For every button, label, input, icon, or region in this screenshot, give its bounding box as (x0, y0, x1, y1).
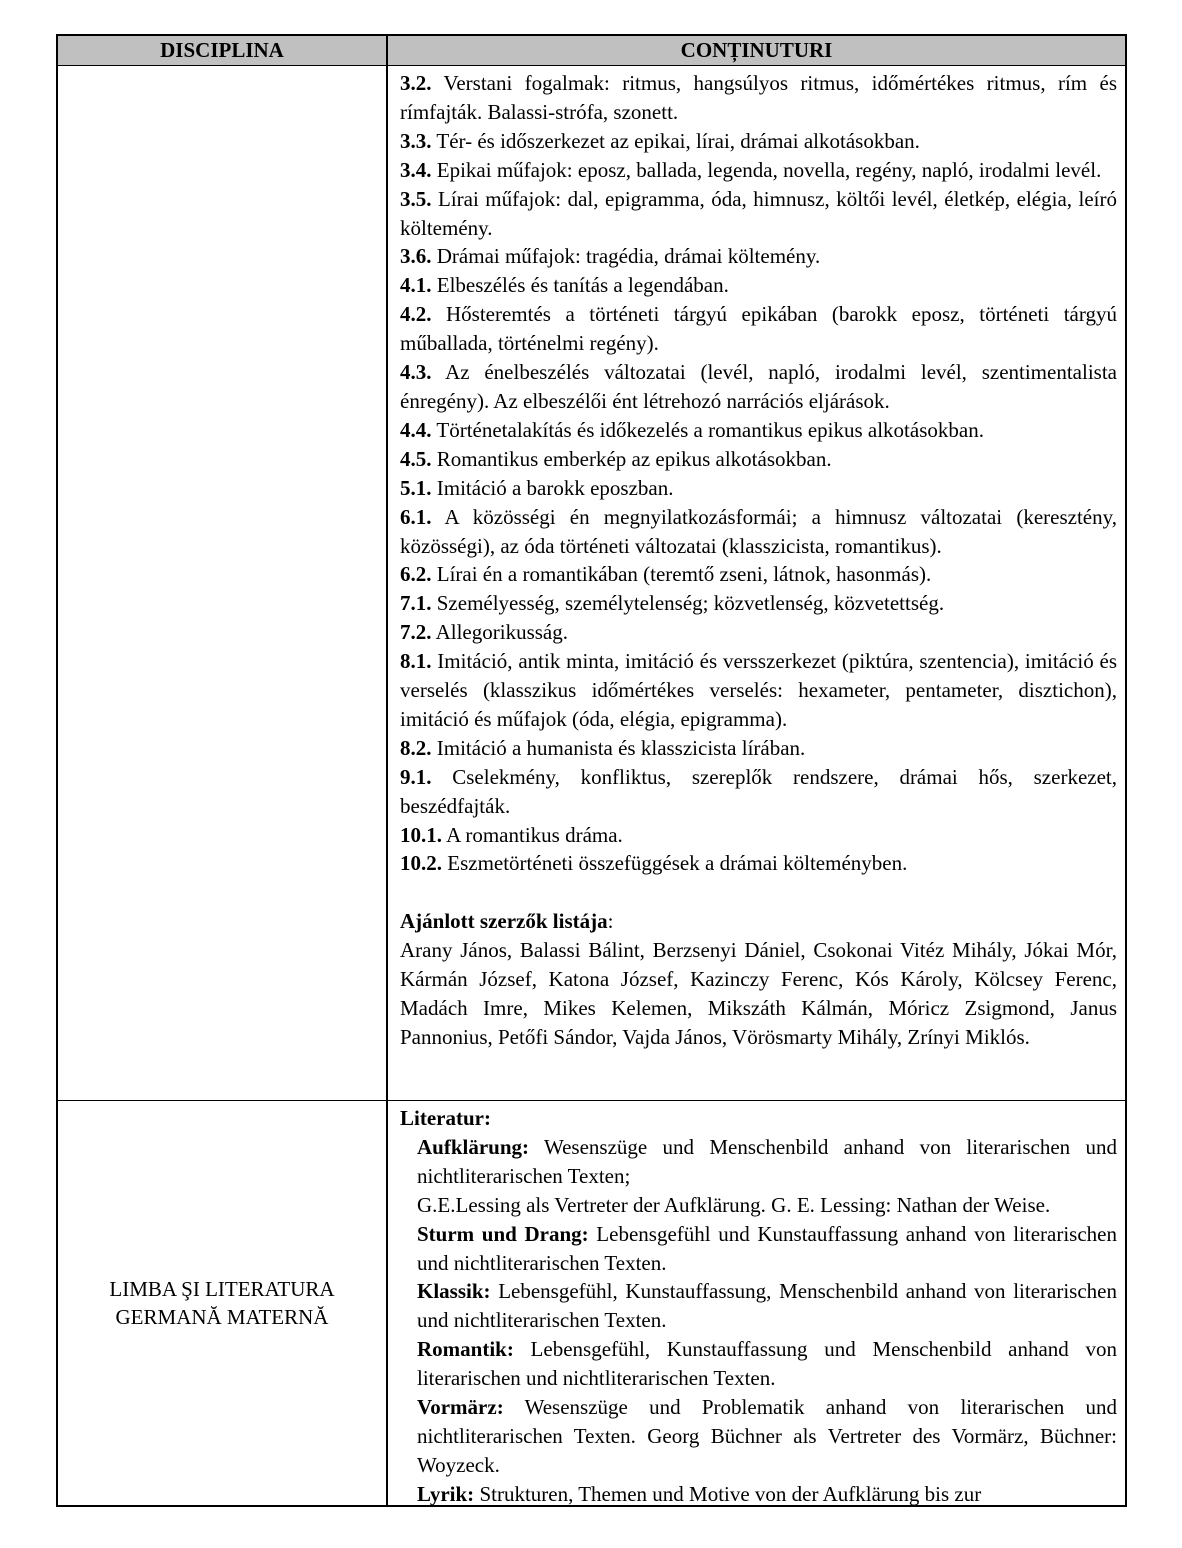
content-item: 4.2. Hősteremtés a történeti tárgyú epikában (barokk eposz, történeti tárgyú műballada, történelmi regény). (400, 302, 1117, 356)
content-item: Klassik: Lebensgefühl, Kunstauffassung, Menschenbild anhand von literarischen und nichtliterarischen Texten. (417, 1279, 1117, 1333)
authors-heading: Ajánlott szerzők listája: (400, 909, 614, 934)
content-item: 4.5. Romantikus emberkép az epikus alkotásokban. (400, 446, 832, 471)
content-item: 10.1. A romantikus dráma. (400, 822, 623, 847)
content-item: 3.6. Drámai műfajok: tragédia, drámai költemény. (400, 244, 821, 269)
content-item: 8.1. Imitáció, antik minta, imitáció és versszerkezet (piktúra, szentencia), imitáció és verselés (klasszikus időmértékes verselés: hexameter, pentameter, disztichon), imitáció és műfajok (óda, elégia, epigramma). (400, 649, 1117, 731)
content-item: 7.1. Személyesség, személytelenség; közvetlenség, közvetettség. (400, 591, 945, 616)
content-item: 4.3. Az énelbeszélés változatai (levél, napló, irodalmi levél, szentimentalista énregény). Az elbeszélői ént létrehozó narrációs eljárások. (400, 360, 1117, 413)
content-item: Vormärz: Wesenszüge und Problematik anhand von literarischen und nichtliterarischen Texten. Georg Büchner als Vertreter des Vormärz, Büchner: Woyzeck. (417, 1395, 1117, 1477)
contents-cell (388, 66, 1125, 1100)
content-item: Sturm und Drang: Lebensgefühl und Kunstauffassung anhand von literarischen und nichtliterarischen Texten. (417, 1221, 1117, 1275)
content-item: 5.1. Imitáció a barokk eposzban. (400, 475, 674, 500)
curriculum-table (56, 34, 1127, 1507)
contents-cell (388, 1101, 1125, 1505)
content-item: Aufklärung: Wesenszüge und Menschenbild anhand von literarischen und nichtliterarischen Texten; (417, 1134, 1117, 1188)
content-item: 10.2. Eszmetörténeti összefüggések a drámai költeményben. (400, 851, 908, 876)
authors-list: Arany János, Balassi Bálint, Berzsenyi Dániel, Csokonai Vitéz Mihály, Jókai Mór, Kármán József, Katona József, Kazinczy Ferenc, Kós Károly, Kölcsey Ferenc, Madách Imre, Mikes Kelemen, Mikszáth Kálmán, Móricz Zsigmond, Janus Pannonius, Petőfi Sándor, Vajda János, Vörösmarty Mihály, Zrínyi Miklós. (400, 938, 1117, 1049)
discipline-line-1: LIMBA ŞI LITERATURA (109, 1277, 335, 1301)
table-header (58, 36, 1125, 66)
content-item: 4.4. Történetalakítás és időkezelés a romantikus epikus alkotásokban. (400, 417, 984, 442)
content-item: 8.2. Imitáció a humanista és klasszicista lírában. (400, 735, 806, 760)
content-item: Romantik: Lebensgefühl, Kunstauffassung und Menschenbild anhand von literarischen und nichtliterarischen Texten. (417, 1337, 1117, 1391)
table-row-german (58, 1101, 1125, 1505)
content-item: 3.5. Lírai műfajok: dal, epigramma, óda, himnusz, költői levél, életkép, elégia, leíró költemény. (400, 186, 1117, 240)
content-item: 6.1. A közösségi én megnyilatkozásformái; a himnusz változatai (keresztény, közösségi), az óda történeti változatai (klasszicista, romantikus). (400, 504, 1117, 558)
content-item: 4.1. Elbeszélés és tanítás a legendában. (400, 273, 729, 298)
header-contents: CONȚINUTURI (680, 38, 833, 62)
content-item: 3.3. Tér- és időszerkezet az epikai, lírai, drámai alkotásokban. (400, 128, 920, 153)
content-item: 3.4. Epikai műfajok: eposz, ballada, legenda, novella, regény, napló, irodalmi levél. (400, 157, 1102, 182)
discipline-cell (58, 66, 388, 1100)
content-item: 6.2. Lírai én a romantikában (teremtő zseni, látnok, hasonmás). (400, 562, 932, 587)
content-item: 9.1. Cselekmény, konfliktus, szereplők rendszere, drámai hős, szerkezet, beszédfajták. (400, 764, 1117, 818)
content-item: G.E.Lessing als Vertreter der Aufklärung. G. E. Lessing: Nathan der Weise. (417, 1192, 1051, 1217)
content-item: 3.2. Verstani fogalmak: ritmus, hangsúlyos ritmus, időmértékes ritmus, rím és rímfajták. Balassi-strófa, szonett. (400, 71, 1117, 124)
content-item: Lyrik: Strukturen, Themen und Motive von der Aufklärung bis zur (417, 1481, 982, 1505)
content-item: 7.2. Allegorikusság. (400, 620, 568, 645)
section-heading: Literatur: (400, 1106, 491, 1130)
discipline-line-2: GERMANĂ MATERNĂ (115, 1305, 329, 1329)
discipline-cell (58, 1101, 388, 1505)
header-discipline: DISCIPLINA (58, 36, 388, 65)
table-row-hungarian (58, 66, 1125, 1101)
